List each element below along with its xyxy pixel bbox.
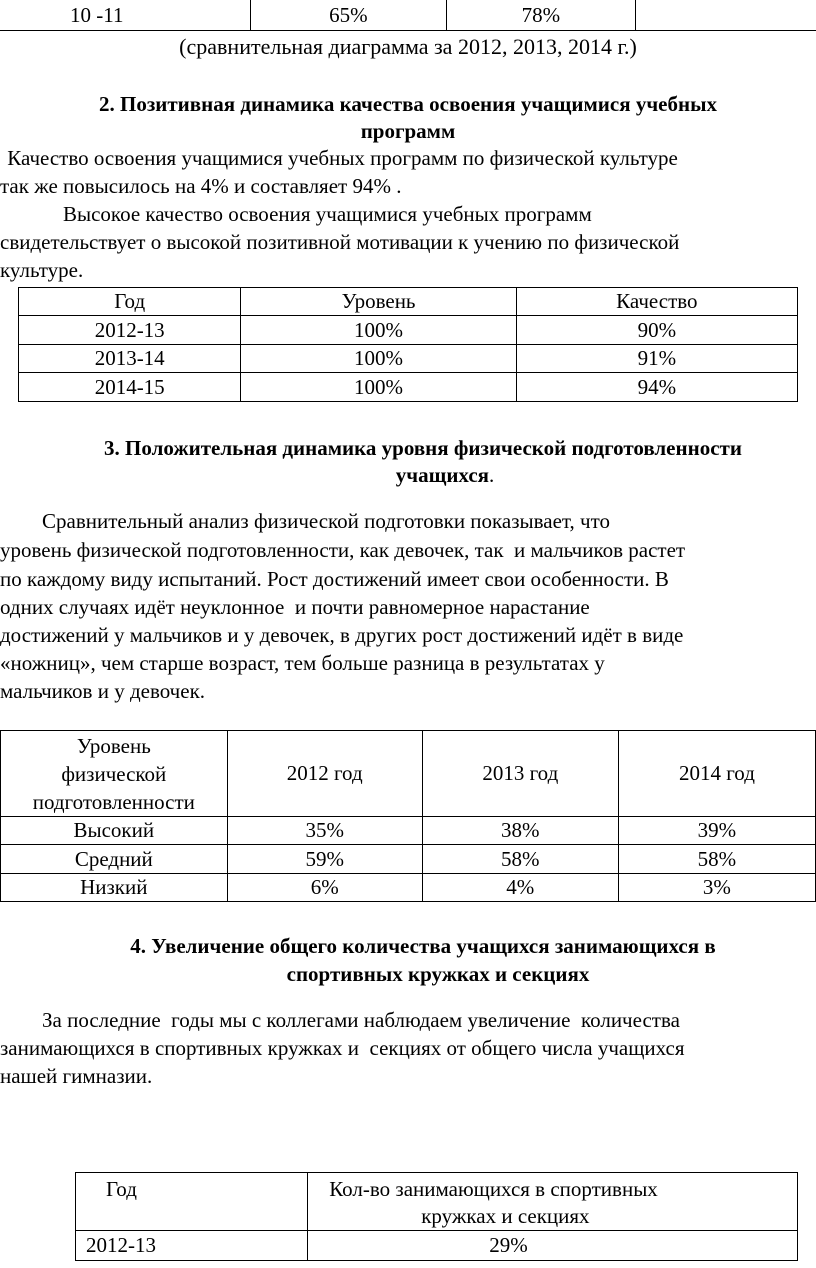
section4-para-line: нашей гимназии. — [0, 1064, 153, 1088]
section3-heading-word: учащихся — [395, 463, 489, 487]
table-cell: 39% — [618, 817, 815, 845]
header-line: подготовленности — [32, 789, 195, 814]
section3-heading-line2 — [0, 462, 816, 489]
section3-para-line: «ножниц», чем старше возраст, тем больше разница в результатах у — [0, 651, 605, 675]
table-header-cell: Качество — [516, 288, 797, 316]
table-header-cell: 2014 год — [618, 731, 815, 817]
quality-table — [18, 287, 798, 402]
table-header-cell — [308, 1173, 798, 1231]
table-cell: 35% — [227, 817, 422, 845]
table-cell: Низкий — [1, 874, 228, 902]
header-line: физической — [61, 761, 167, 786]
section3-para-line: мальчиков и у девочек. — [0, 679, 206, 703]
table-cell: 58% — [422, 845, 618, 874]
diagram-caption: (сравнительная диаграмма за 2012, 2013, 2014 г.) — [179, 34, 637, 59]
table-header-cell: Год — [19, 288, 241, 316]
table-row — [19, 373, 798, 402]
table-cell: 29% — [308, 1231, 798, 1261]
section2-para-line: культуре. — [0, 258, 84, 282]
header-line: Кол-во занимающихся в спортивных — [329, 1177, 658, 1201]
section2-para-line: свидетельствует о высокой позитивной мотивации к учению по физической — [0, 230, 680, 254]
table-row — [76, 1231, 798, 1261]
table-cell: 38% — [422, 817, 618, 845]
table-cell: 3% — [618, 874, 815, 902]
table-cell: 2012-13 — [19, 316, 241, 345]
table-cell: 2013-14 — [19, 345, 241, 373]
table-row — [0, 0, 816, 31]
table-row — [19, 345, 798, 373]
table-cell: Высокий — [1, 817, 228, 845]
header-line: Уровень — [76, 733, 151, 758]
section3-para-line: Сравнительный анализ физической подготовки показывает, что — [0, 509, 610, 533]
sections-table — [75, 1172, 798, 1261]
section2-para-line: Качество освоения учащимися учебных программ по физической культуре — [2, 146, 678, 170]
section3-heading-period: . — [489, 463, 495, 487]
section3-para-line: уровень физической подготовленности, как девочек, так и мальчиков растет — [0, 538, 686, 562]
table-cell: 58% — [618, 845, 815, 874]
table-cell: 90% — [516, 316, 797, 345]
top-table — [0, 0, 816, 31]
table-cell: 6% — [227, 874, 422, 902]
table-cell: 100% — [241, 345, 516, 373]
table-row — [1, 874, 816, 902]
table-header-cell: 2012 год — [227, 731, 422, 817]
table-cell: 78% — [446, 0, 635, 31]
table-row — [1, 845, 816, 874]
section2-para-line: Высокое качество освоения учащимися учебных программ — [0, 202, 592, 226]
table-cell: 94% — [516, 373, 797, 402]
section4-heading-line1: 4. Увеличение общего количества учащихся занимающихся в — [130, 934, 716, 958]
table-cell: 2014-15 — [19, 373, 241, 402]
section4-para-line: занимающихся в спортивных кружках и секциях от общего числа учащихся — [0, 1036, 685, 1060]
section2-para-line: так же повысилось на 4% и составляет 94% . — [0, 174, 402, 198]
section2-heading-line2: программ — [360, 119, 456, 143]
section4-para-line: За последние годы мы с коллегами наблюдаем увеличение количества — [0, 1008, 680, 1032]
table-cell — [636, 0, 816, 31]
table-cell: 91% — [516, 345, 797, 373]
table-header-row — [19, 288, 798, 316]
table-row — [19, 316, 798, 345]
table-cell: 4% — [422, 874, 618, 902]
table-header-cell: Год — [76, 1173, 308, 1231]
section4-heading-line2: спортивных кружках и секциях — [286, 962, 590, 986]
header-line: кружках и секциях — [421, 1204, 590, 1228]
table-cell: 10 -11 — [0, 0, 251, 31]
table-row — [1, 817, 816, 845]
section3-para-line: одних случаях идёт неуклонное и почти равномерное нарастание — [0, 595, 590, 619]
table-cell: 100% — [241, 316, 516, 345]
table-cell: 65% — [251, 0, 447, 31]
table-header-cell: Уровень — [241, 288, 516, 316]
table-header-row — [1, 731, 816, 817]
section3-para-line: по каждому виду испытаний. Рост достижений имеет свои особенности. В — [0, 567, 669, 591]
section2-heading-line1: 2. Позитивная динамика качества освоения учащимися учебных — [98, 92, 717, 116]
table-header-cell — [1, 731, 228, 817]
section3-para-line: достижений у мальчиков и у девочек, в других рост достижений идёт в виде — [0, 623, 684, 647]
fitness-table — [0, 730, 816, 902]
section3-heading-line1: 3. Положительная динамика уровня физической подготовленности — [104, 436, 742, 460]
table-cell: 100% — [241, 373, 516, 402]
table-cell: 59% — [227, 845, 422, 874]
table-header-cell: 2013 год — [422, 731, 618, 817]
table-header-row — [76, 1173, 798, 1231]
table-cell: Средний — [1, 845, 228, 874]
table-cell: 2012-13 — [76, 1231, 308, 1261]
